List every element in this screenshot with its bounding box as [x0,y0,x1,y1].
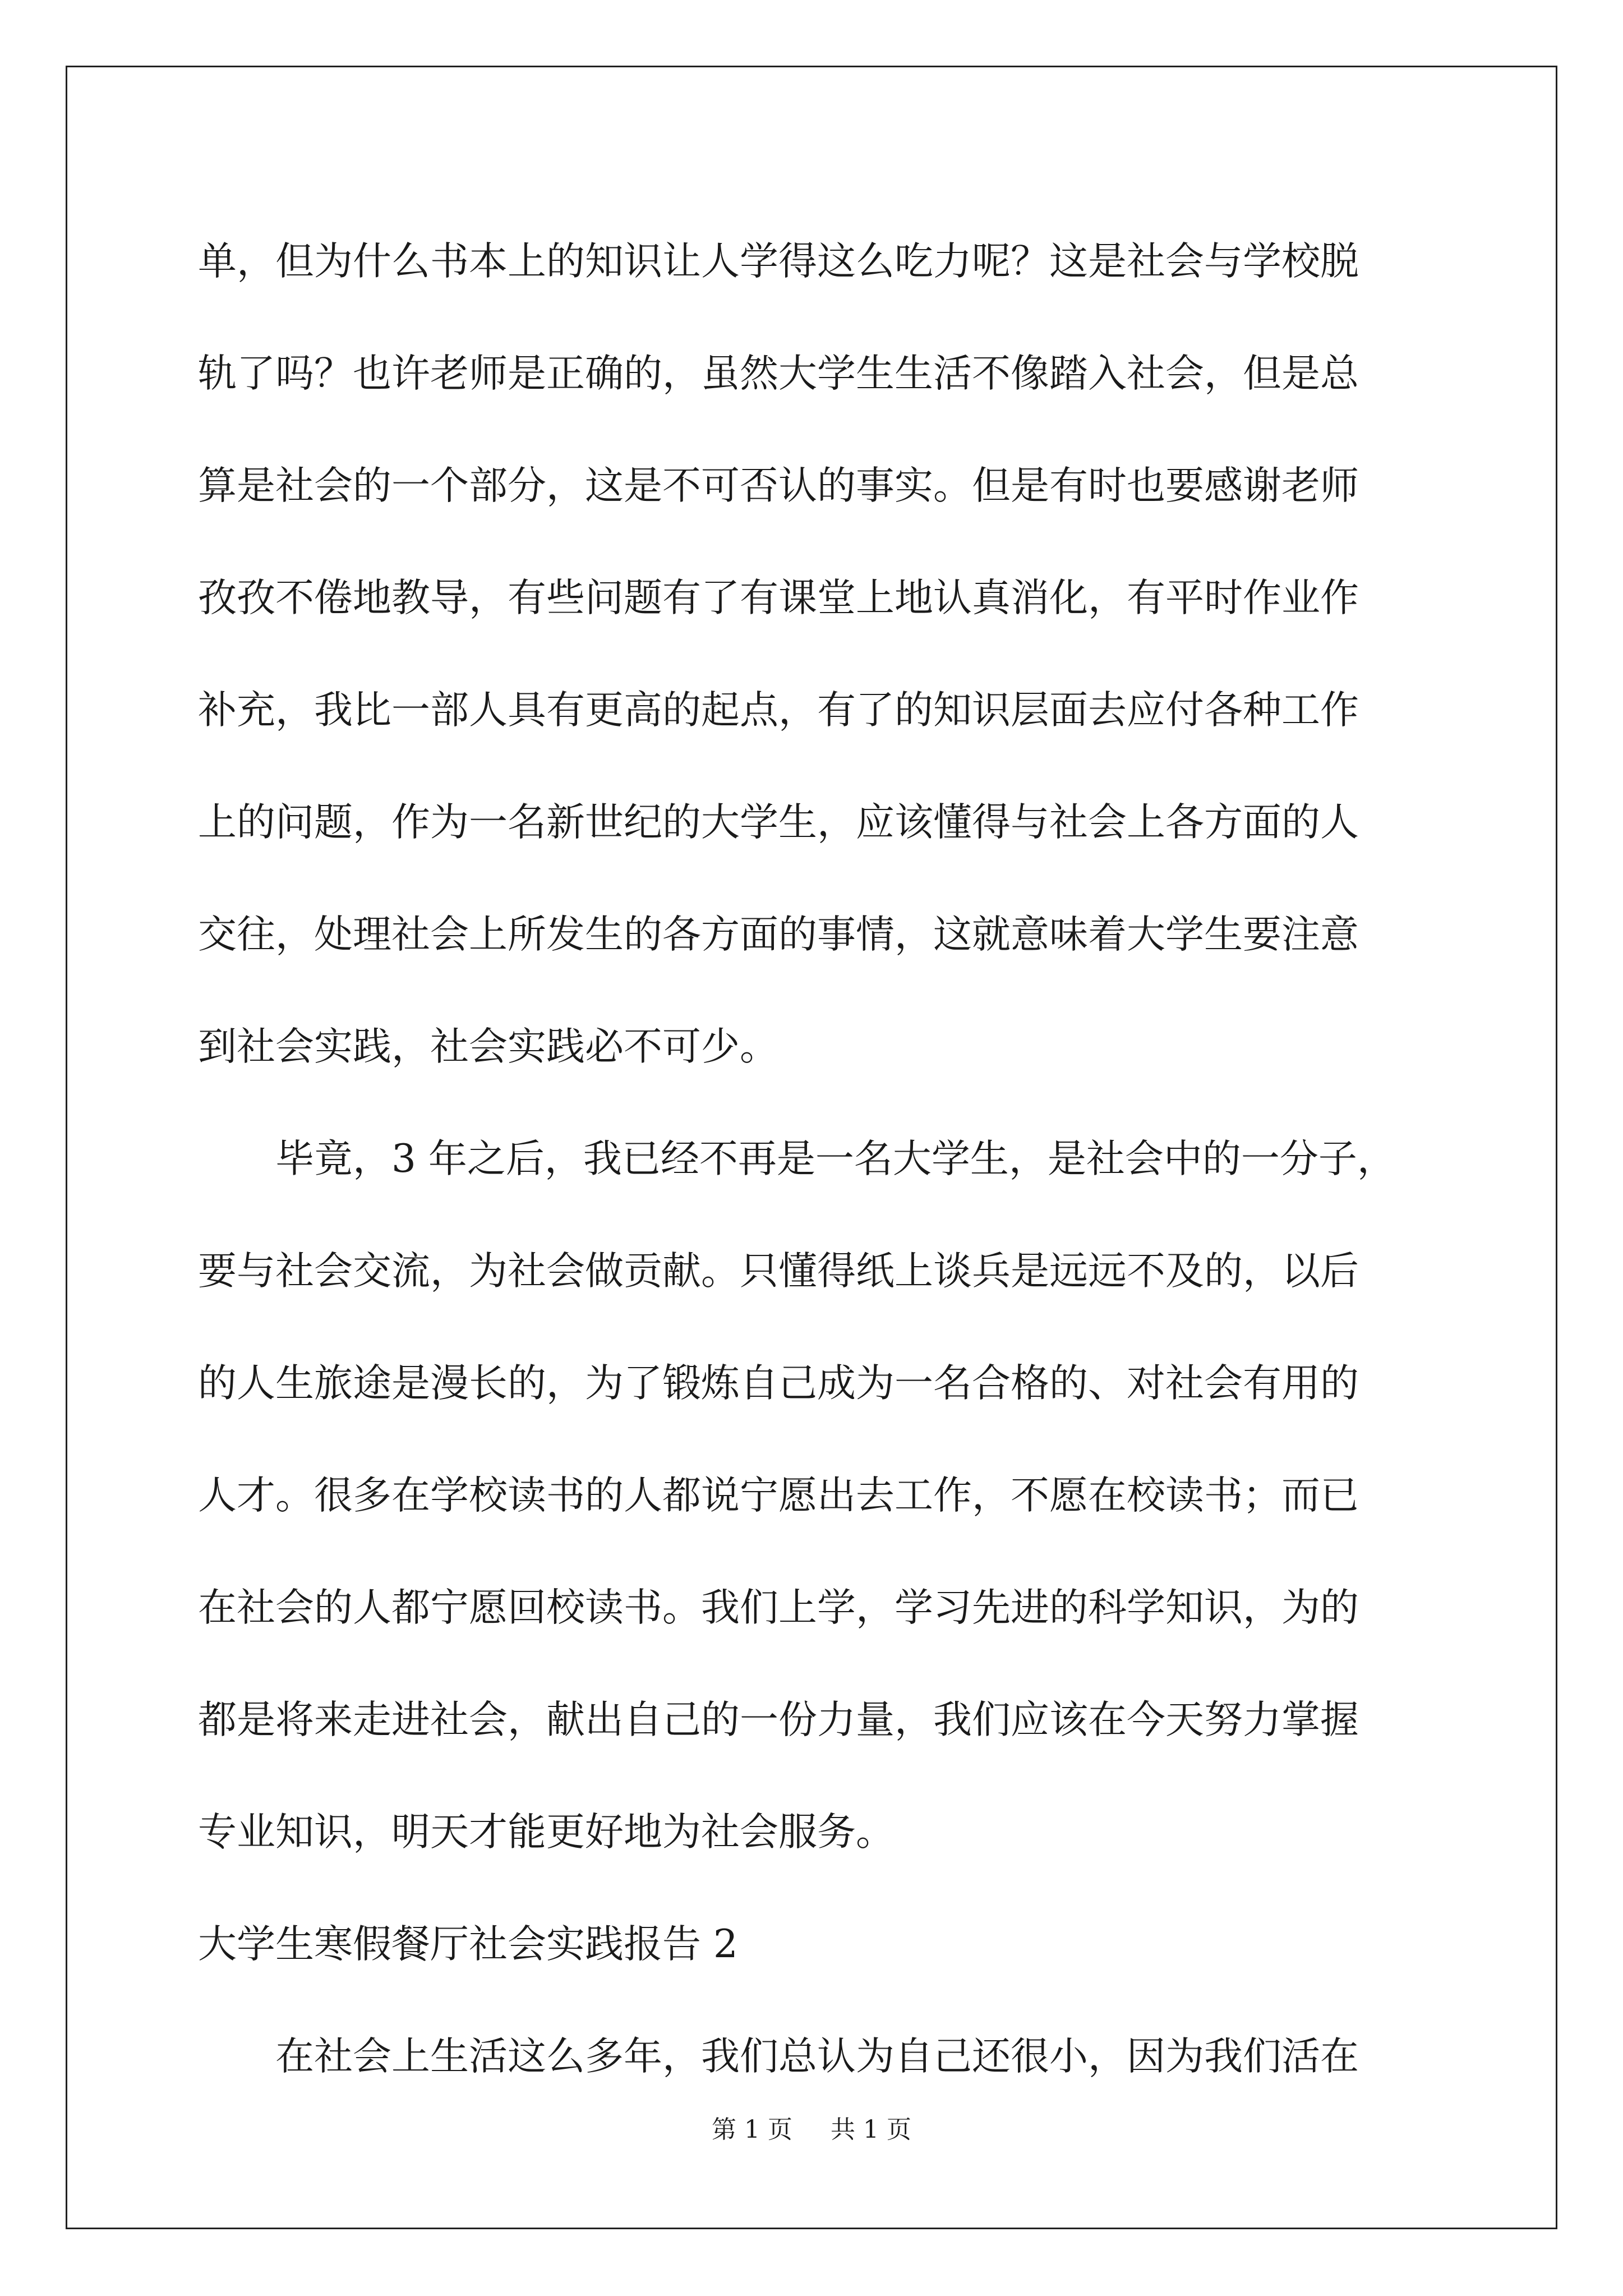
page-number: 第 1 页 [712,2115,792,2144]
text-line: 在社会的人都宁愿回校读书。我们上学，学习先进的科学知识，为的 [198,1585,1359,1630]
text-line: 算是社会的一个部分，这是不可否认的事实。但是有时也要感谢老师 [198,463,1359,508]
paragraph [198,1103,1432,1888]
page-footer [0,2109,1623,2145]
text-line: 孜孜不倦地教导，有些问题有了有课堂上地认真消化，有平时作业作 [198,576,1359,620]
text-line: 交往，处理社会上所发生的各方面的事情，这就意味着大学生要注意 [198,912,1359,957]
text-line: 在社会上生活这么多年，我们总认为自己还很小，因为我们活在 [275,2034,1359,2079]
text-line: 毕竟，3 年之后，我已经不再是一名大学生，是社会中的一分子， [275,1137,1396,1181]
text-line: 轨了吗？也许老师是正确的，虽然大学生生活不像踏入社会，但是总 [198,351,1359,396]
text-line: 专业知识，明天才能更好地为社会服务。 [198,1810,895,1855]
text-line: 的人生旅途是漫长的，为了锻炼自己成为一名合格的、对社会有用的 [198,1361,1359,1406]
section-heading-text: 大学生寒假餐厅社会实践报告 2 [198,1922,738,1967]
text-line: 都是将来走进社会，献出自己的一份力量，我们应该在今天努力掌握 [198,1697,1359,1742]
text-line: 要与社会交流，为社会做贡献。只懂得纸上谈兵是远远不及的，以后 [198,1249,1359,1294]
paragraph [198,205,1432,1103]
section-heading [198,1888,1432,2000]
page-total: 共 1 页 [831,2115,911,2144]
document-body [198,205,1432,2113]
text-line: 补充，我比一部人具有更高的起点，有了的知识层面去应付各种工作 [198,688,1359,733]
text-line: 上的问题，作为一名新世纪的大学生，应该懂得与社会上各方面的人 [198,800,1359,845]
paragraph [198,2000,1432,2113]
text-line: 人才。很多在学校读书的人都说宁愿出去工作，不愿在校读书；而已 [198,1473,1359,1518]
text-line: 单，但为什么书本上的知识让人学得这么吃力呢？这是社会与学校脱 [198,239,1359,284]
text-line: 到社会实践，社会实践必不可少。 [198,1024,778,1069]
